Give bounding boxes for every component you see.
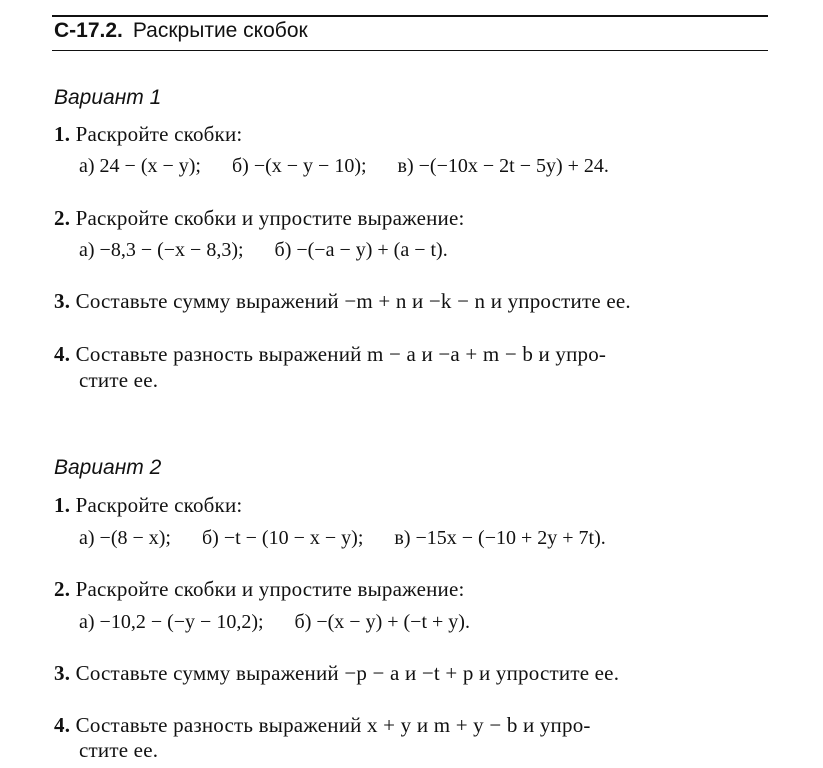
- variant-1-task-1: [54, 122, 242, 147]
- task-text: Раскройте скобки и упростите выражение:: [75, 577, 465, 601]
- variant-1-task-4-continuation: стите ее.: [79, 368, 159, 392]
- task-number: 3.: [54, 661, 71, 685]
- variant-2-task-1: [54, 493, 242, 518]
- task-text: Раскройте скобки:: [75, 122, 243, 146]
- task-number: 2.: [54, 577, 71, 601]
- task-number: 2.: [54, 206, 71, 230]
- task-item: б) −(x − y) + (−t + y).: [294, 611, 470, 633]
- task-item: в) −15x − (−10 + 2y + 7t).: [394, 527, 606, 549]
- task-text: Раскройте скобки:: [75, 493, 243, 517]
- task-item: в) −(−10x − 2t − 5y) + 24.: [397, 155, 609, 177]
- task-number: 4.: [54, 713, 71, 737]
- task-item: а) −10,2 − (−y − 10,2);: [79, 611, 264, 633]
- task-text: Раскройте скобки и упростите выражение:: [75, 206, 465, 230]
- task-text: Составьте разность выражений x + y и m + y − b и упро-: [75, 713, 591, 737]
- task-item: б) −(x − y − 10);: [231, 155, 367, 177]
- variant-1-task-3: [54, 289, 631, 314]
- section-header: [54, 19, 308, 43]
- section-code: С-17.2.: [54, 19, 123, 42]
- variant-2-title: Вариант 2: [54, 456, 162, 479]
- variant-1-task-4: [54, 342, 606, 367]
- task-text: Составьте сумму выражений −m + n и −k − n и упростите ее.: [75, 289, 631, 313]
- variant-2-task-2-items: [79, 611, 470, 634]
- variant-2-task-4-continuation: стите ее.: [79, 738, 159, 762]
- task-item: а) 24 − (x − y);: [79, 155, 201, 177]
- variant-1-task-2-items: [79, 239, 448, 262]
- header-bottom-rule: [52, 50, 768, 51]
- task-item: б) −(−a − y) + (a − t).: [274, 239, 448, 261]
- variant-2-task-1-items: [79, 527, 606, 550]
- variant-2-task-4: [54, 713, 591, 738]
- variant-1-task-2: [54, 206, 465, 231]
- task-item: а) −8,3 − (−x − 8,3);: [79, 239, 244, 261]
- task-number: 4.: [54, 342, 71, 366]
- variant-2-task-3: [54, 661, 619, 686]
- variant-1-title: Вариант 1: [54, 86, 162, 109]
- task-number: 3.: [54, 289, 71, 313]
- variant-2-task-2: [54, 577, 465, 602]
- section-title: Раскрытие скобок: [132, 19, 308, 42]
- header-top-rule: [52, 15, 768, 17]
- task-text: Составьте сумму выражений −p − a и −t + p и упростите ее.: [75, 661, 620, 685]
- variant-1-task-1-items: [79, 155, 609, 178]
- task-item: б) −t − (10 − x − y);: [201, 527, 364, 549]
- task-number: 1.: [54, 122, 71, 146]
- task-text: Составьте разность выражений m − a и −a + m − b и упро-: [75, 342, 607, 366]
- task-number: 1.: [54, 493, 71, 517]
- task-item: а) −(8 − x);: [79, 527, 171, 549]
